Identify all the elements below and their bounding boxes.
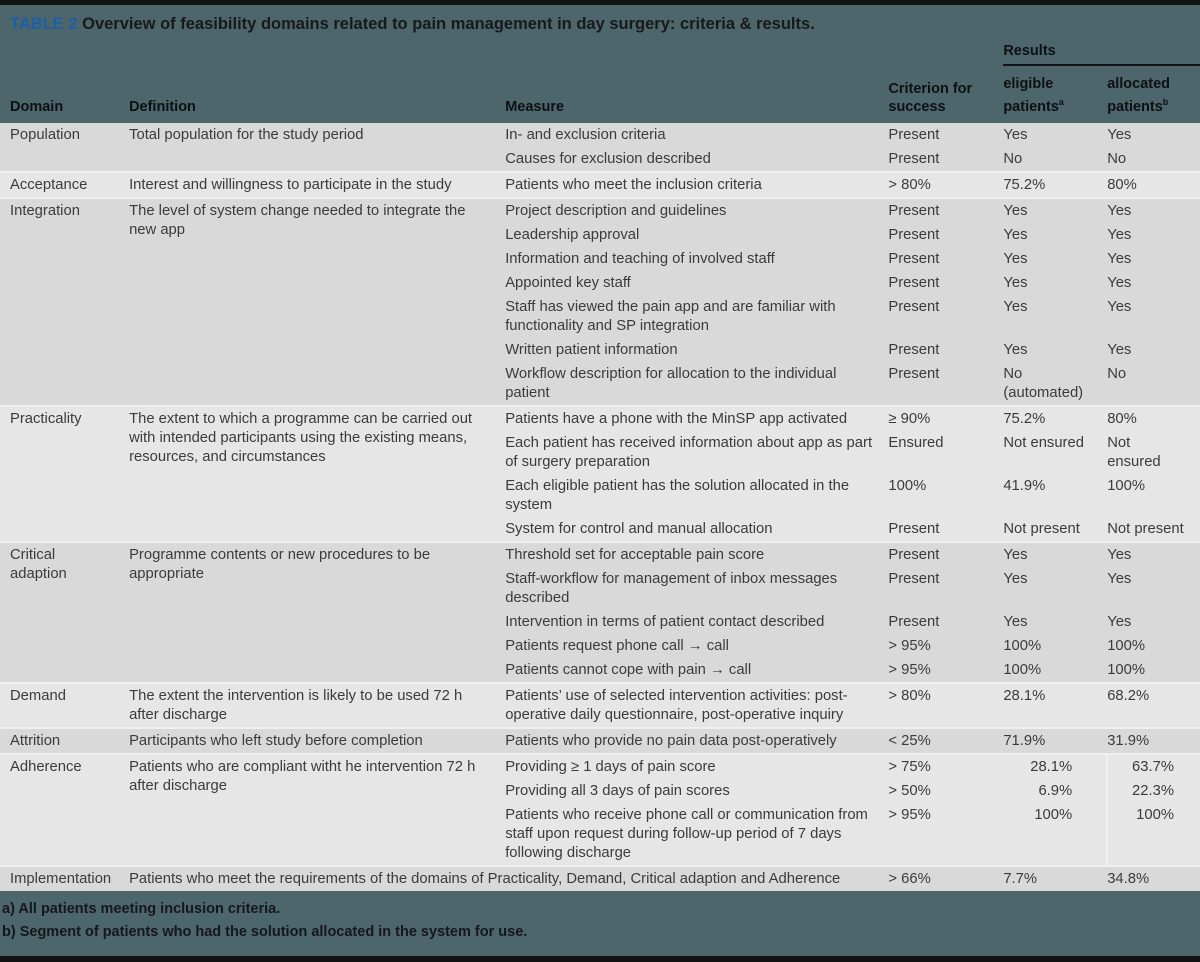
- table-row: [0, 728, 1200, 754]
- allocated-cell: No: [1107, 362, 1200, 406]
- criterion-cell: Present: [888, 271, 1003, 295]
- criterion-cell: ≥ 90%: [888, 406, 1003, 431]
- measure-cell: Providing all 3 days of pain scores: [505, 779, 888, 803]
- measure-cell: Threshold set for acceptable pain score: [505, 542, 888, 567]
- eligible-cell: Yes: [1003, 295, 1107, 338]
- results-label: Results: [1003, 43, 1056, 59]
- eligible-cell: Yes: [1003, 198, 1107, 223]
- header-spacer: [129, 42, 505, 65]
- allocated-cell: Not ensured: [1107, 431, 1200, 474]
- allocated-cell: 80%: [1107, 172, 1200, 198]
- measure-cell: Project description and guidelines: [505, 198, 888, 223]
- criterion-column-header: Criterion for success: [888, 80, 973, 115]
- measure-cell: System for control and manual allocation: [505, 517, 888, 542]
- domain-column-header: Domain: [10, 98, 64, 115]
- top-border-bar: [0, 0, 1200, 5]
- measure-cell: Staff-workflow for management of inbox messages described: [505, 567, 888, 610]
- allocated-cell: 80%: [1107, 406, 1200, 431]
- criterion-cell: Present: [888, 542, 1003, 567]
- definition-cell: Interest and willingness to participate in the study: [129, 172, 505, 198]
- table-title-text: Overview of feasibility domains related to pain management in day surgery: criteria & results.: [82, 15, 815, 33]
- criterion-cell: Present: [888, 247, 1003, 271]
- criterion-cell: > 80%: [888, 683, 1003, 728]
- criterion-cell: > 95%: [888, 658, 1003, 683]
- allocated-cell: 22.3%: [1107, 779, 1200, 803]
- allocated-cell: Yes: [1107, 198, 1200, 223]
- criterion-cell: Present: [888, 362, 1003, 406]
- allocated-cell: 31.9%: [1107, 728, 1200, 754]
- eligible-cell: Yes: [1003, 338, 1107, 362]
- definition-cell: Programme contents or new procedures to be appropriate: [129, 542, 505, 683]
- results-header-row: [0, 42, 1200, 65]
- eligible-cell: 28.1%: [1003, 683, 1107, 728]
- allocated-column-header: allocated patients$^b$: [1107, 76, 1171, 115]
- criterion-cell: Present: [888, 338, 1003, 362]
- measure-cell: Intervention in terms of patient contact described: [505, 610, 888, 634]
- header-spacer: [0, 42, 129, 65]
- table-body: [0, 123, 1200, 891]
- measure-cell: Each eligible patient has the solution allocated in the system: [505, 474, 888, 517]
- measure-cell: Workflow description for allocation to the individual patient: [505, 362, 888, 406]
- measure-cell: Each patient has received information about app as part of surgery preparation: [505, 431, 888, 474]
- definition-cell: Total population for the study period: [129, 123, 505, 172]
- eligible-column-header: eligible patients$^a$: [1003, 76, 1064, 115]
- table-footnotes: [0, 891, 1200, 944]
- criterion-cell: 100%: [888, 474, 1003, 517]
- definition-cell: The level of system change needed to integrate the new app: [129, 198, 505, 406]
- allocated-cell: 68.2%: [1107, 683, 1200, 728]
- allocated-cell: Yes: [1107, 610, 1200, 634]
- measure-cell: Written patient information: [505, 338, 888, 362]
- criterion-cell: Present: [888, 123, 1003, 147]
- footnote-marker-b: b: [1162, 97, 1169, 107]
- definition-cell: The extent the intervention is likely to be used 72 h after discharge: [129, 683, 505, 728]
- definition-cell: Patients who are compliant witht he intervention 72 h after discharge: [129, 754, 505, 866]
- table-row: [0, 754, 1200, 779]
- criterion-cell: Present: [888, 295, 1003, 338]
- eligible-cell: 100%: [1003, 658, 1107, 683]
- header-spacer: [505, 42, 888, 65]
- eligible-cell: No (automated): [1003, 362, 1107, 406]
- criterion-cell: Ensured: [888, 431, 1003, 474]
- domain-cell: Implementation: [0, 866, 129, 891]
- results-group-header: [1003, 42, 1200, 65]
- measure-cell: In- and exclusion criteria: [505, 123, 888, 147]
- header-spacer: [888, 42, 1003, 65]
- criterion-cell: Present: [888, 567, 1003, 610]
- allocated-cell: 100%: [1107, 474, 1200, 517]
- domain-cell: Integration: [0, 198, 129, 406]
- definition-cell: Patients who meet the requirements of the domains of Practicality, Demand, Critical adaption and Adherence: [129, 866, 888, 891]
- allocated-cell: No: [1107, 147, 1200, 172]
- eligible-cell: Yes: [1003, 271, 1107, 295]
- definition-cell: Participants who left study before completion: [129, 728, 505, 754]
- domain-cell: Critical adaption: [0, 542, 129, 683]
- eligible-cell: Yes: [1003, 223, 1107, 247]
- domain-cell: Acceptance: [0, 172, 129, 198]
- allocated-cell: Yes: [1107, 542, 1200, 567]
- allocated-cell: 34.8%: [1107, 866, 1200, 891]
- measure-cell: Patients request phone call → call: [505, 634, 888, 658]
- criterion-cell: Present: [888, 198, 1003, 223]
- eligible-cell: 71.9%: [1003, 728, 1107, 754]
- column-header-row: [0, 65, 1200, 123]
- eligible-cell: 100%: [1003, 803, 1107, 866]
- measure-cell: Patients have a phone with the MinSP app activated: [505, 406, 888, 431]
- criterion-cell: > 75%: [888, 754, 1003, 779]
- table-row: [0, 123, 1200, 147]
- measure-cell: Patients who meet the inclusion criteria: [505, 172, 888, 198]
- criterion-cell: Present: [888, 147, 1003, 172]
- measure-cell: Patients’ use of selected intervention activities: post-operative daily questionnaire, post-operative inquiry: [505, 683, 888, 728]
- eligible-cell: Not present: [1003, 517, 1107, 542]
- table-row: [0, 406, 1200, 431]
- allocated-cell: Not present: [1107, 517, 1200, 542]
- footnote-marker-a: a: [1058, 97, 1064, 107]
- allocated-cell: Yes: [1107, 223, 1200, 247]
- allocated-cell: Yes: [1107, 338, 1200, 362]
- eligible-cell: Yes: [1003, 567, 1107, 610]
- eligible-cell: 41.9%: [1003, 474, 1107, 517]
- criterion-cell: Present: [888, 517, 1003, 542]
- measure-cell: Patients who provide no pain data post-operatively: [505, 728, 888, 754]
- allocated-cell: 100%: [1107, 634, 1200, 658]
- feasibility-table: [0, 42, 1200, 891]
- measure-column-header: Measure: [505, 98, 565, 115]
- criterion-cell: > 80%: [888, 172, 1003, 198]
- definition-column-header: Definition: [129, 98, 196, 115]
- domain-cell: Practicality: [0, 406, 129, 542]
- criterion-cell: > 95%: [888, 803, 1003, 866]
- allocated-cell: Yes: [1107, 123, 1200, 147]
- domain-cell: Demand: [0, 683, 129, 728]
- allocated-cell: Yes: [1107, 271, 1200, 295]
- measure-cell: Patients who receive phone call or communication from staff upon request during follow-up period of 7 days following discharge: [505, 803, 888, 866]
- bottom-border-bar: [0, 956, 1200, 962]
- table-header: [0, 42, 1200, 123]
- domain-cell: Adherence: [0, 754, 129, 866]
- eligible-cell: 75.2%: [1003, 172, 1107, 198]
- allocated-cell: 100%: [1107, 803, 1200, 866]
- allocated-cell: Yes: [1107, 247, 1200, 271]
- eligible-cell: 75.2%: [1003, 406, 1107, 431]
- measure-cell: Staff has viewed the pain app and are familiar with functionality and SP integration: [505, 295, 888, 338]
- allocated-cell: Yes: [1107, 295, 1200, 338]
- eligible-cell: Yes: [1003, 610, 1107, 634]
- table-row: [0, 542, 1200, 567]
- criterion-cell: > 50%: [888, 779, 1003, 803]
- criterion-cell: > 66%: [888, 866, 1003, 891]
- eligible-cell: 28.1%: [1003, 754, 1107, 779]
- criterion-cell: Present: [888, 223, 1003, 247]
- measure-cell: Providing ≥ 1 days of pain score: [505, 754, 888, 779]
- definition-cell: The extent to which a programme can be carried out with intended participants using the existing means, resources, and circumstances: [129, 406, 505, 542]
- table-title: [0, 0, 830, 36]
- eligible-cell: 100%: [1003, 634, 1107, 658]
- table-number-label: TABLE 2: [10, 15, 78, 33]
- domain-cell: Population: [0, 123, 129, 172]
- measure-cell: Causes for exclusion described: [505, 147, 888, 172]
- footnote-b: b) Segment of patients who had the solution allocated in the system for use.: [2, 923, 528, 940]
- domain-cell: Attrition: [0, 728, 129, 754]
- criterion-cell: > 95%: [888, 634, 1003, 658]
- eligible-cell: 6.9%: [1003, 779, 1107, 803]
- criterion-cell: Present: [888, 610, 1003, 634]
- eligible-cell: Not ensured: [1003, 431, 1107, 474]
- measure-cell: Leadership approval: [505, 223, 888, 247]
- table-row: [0, 172, 1200, 198]
- eligible-cell: Yes: [1003, 542, 1107, 567]
- eligible-cell: Yes: [1003, 123, 1107, 147]
- table-row: [0, 683, 1200, 728]
- allocated-cell: 63.7%: [1107, 754, 1200, 779]
- measure-cell: Appointed key staff: [505, 271, 888, 295]
- table-row: [0, 198, 1200, 223]
- measure-cell: Patients cannot cope with pain → call: [505, 658, 888, 683]
- criterion-cell: < 25%: [888, 728, 1003, 754]
- footnote-a: a) All patients meeting inclusion criteria.: [2, 900, 281, 917]
- table-row: [0, 866, 1200, 891]
- measure-cell: Information and teaching of involved staff: [505, 247, 888, 271]
- eligible-cell: No: [1003, 147, 1107, 172]
- eligible-cell: 7.7%: [1003, 866, 1107, 891]
- allocated-cell: 100%: [1107, 658, 1200, 683]
- allocated-cell: Yes: [1107, 567, 1200, 610]
- eligible-cell: Yes: [1003, 247, 1107, 271]
